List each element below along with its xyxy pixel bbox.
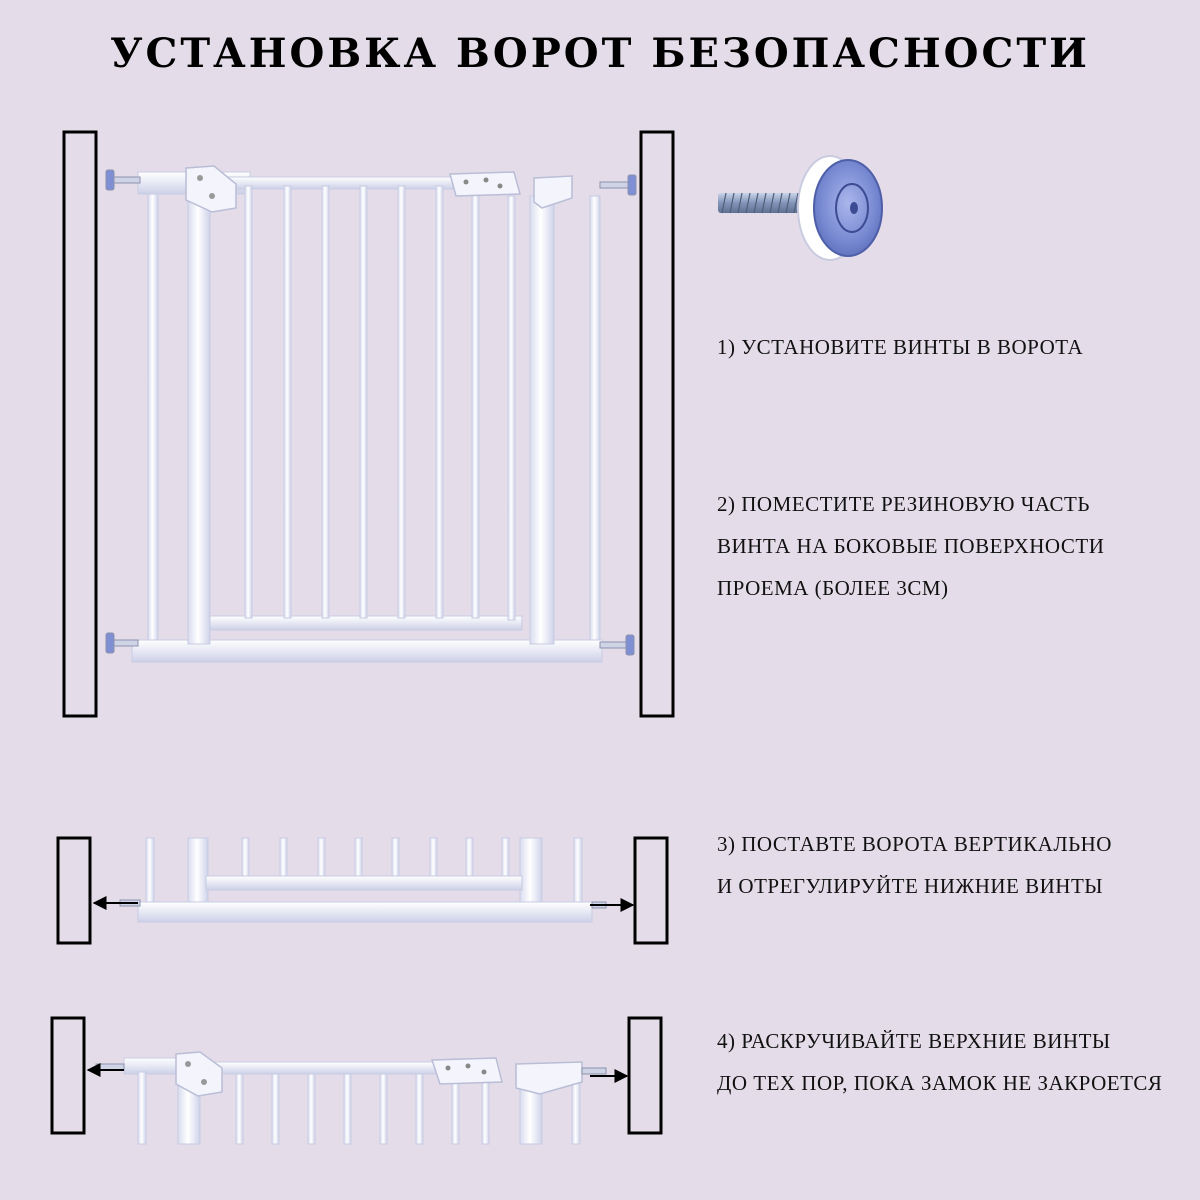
step-1-text [717,326,1083,368]
step-line: 2) ПОМЕСТИТЕ РЕЗИНОВУЮ ЧАСТЬ [717,492,1090,516]
page-title: УСТАНОВКА ВОРОТ БЕЗОПАСНОСТИ [110,30,1090,77]
wall-right [641,132,673,716]
step-2-text [717,483,1104,609]
step-line: ВИНТА НА БОКОВЫЕ ПОВЕРХНОСТИ [717,534,1105,558]
step-line: ДО ТЕХ ПОР, ПОКА ЗАМОК НЕ ЗАКРОЕТСЯ [717,1071,1163,1095]
step-line: 4) РАСКРУЧИВАЙТЕ ВЕРХНИЕ ВИНТЫ [717,1029,1111,1053]
step-3-text [717,823,1112,907]
top-screws-figure [52,1018,661,1144]
step-line: И ОТРЕГУЛИРУЙТЕ НИЖНИЕ ВИНТЫ [717,874,1104,898]
wall-right [629,1018,661,1133]
bottom-screws-figure [58,838,667,943]
wall-left [64,132,96,716]
wall-left [58,838,90,943]
step-4-text [717,1020,1162,1104]
step-line: 3) ПОСТАВТЕ ВОРОТА ВЕРТИКАЛЬНО [717,832,1112,856]
wall-right [635,838,667,943]
full-gate-figure [64,132,673,716]
screw-icon [718,156,882,260]
step-line: 1) УСТАНОВИТЕ ВИНТЫ В ВОРОТА [717,335,1084,359]
wall-left [52,1018,84,1133]
step-line: ПРОЕМА (БОЛЕЕ 3СМ) [717,576,949,600]
